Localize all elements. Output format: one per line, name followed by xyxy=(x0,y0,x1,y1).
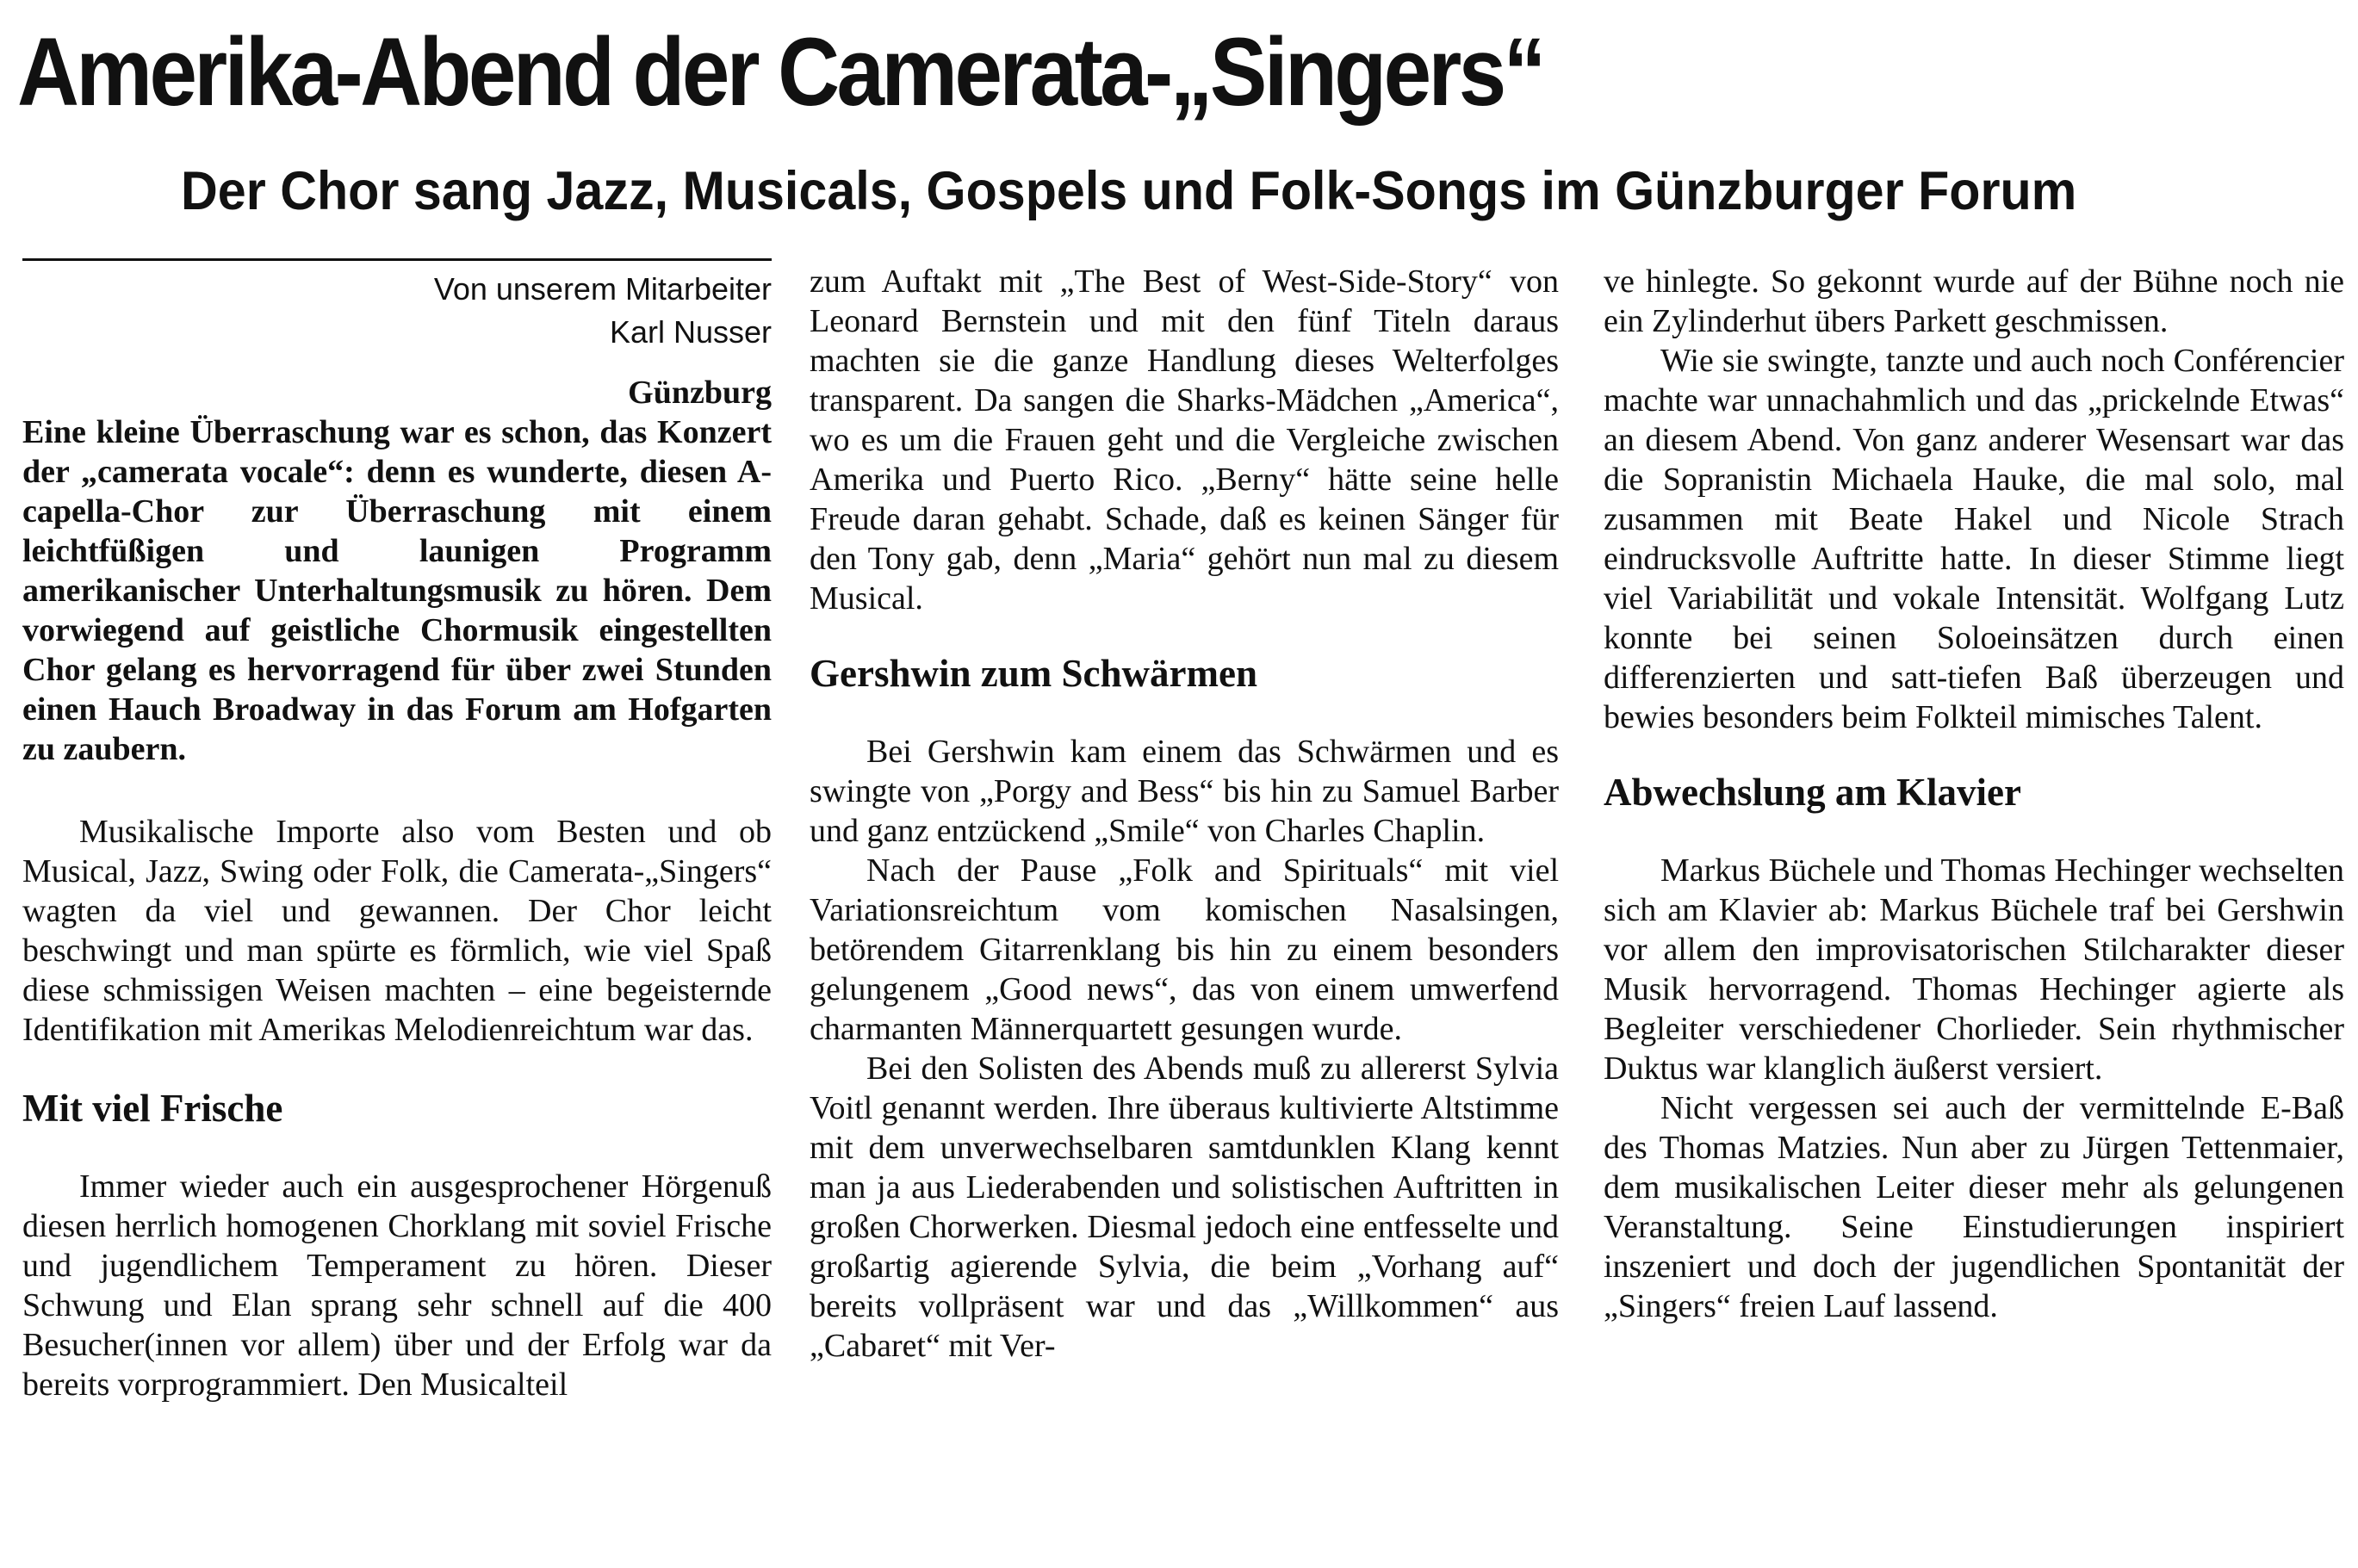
byline xyxy=(22,268,772,354)
col3-paragraph-2: Wie sie swingte, tanzte und auch noch Conférencier machte war unnachahmlich und das „prickelnde Etwas“ an diesem Abend. Von ganz anderer Wesensart war das die Sopranistin Michaela Hauke, die mal solo, mal zusammen mit Beate Hakel und Nicole Strach eindrucksvolle Auftritte hatte. In dieser Stimme liegt viel Variabilität und vokale Intensität. Wolfgang Lutz konnte bei seinen Soloeinsätzen durch einen differenzierten und satt-tiefen Baß überzeugen und bewies besonders beim Folkteil mimisches Talent. xyxy=(1604,343,2344,735)
col2-paragraph-3: Nach der Pause „Folk and Spirituals“ mit viel Variationsreichtum vom komischen Nasalsingen, betörendem Gitarrenklang bis hin zu einem besonders gelungenem „Good news“, das von einem umwerfend charmanten Männerquartett gesungen wurde. xyxy=(810,852,1559,1047)
byline-author: Karl Nusser xyxy=(609,314,772,350)
col3-paragraph-3: Markus Büchele und Thomas Hechinger wechselten sich am Klavier ab: Markus Büchele traf bei Gershwin vor allem den improvisatorischen Stilcharakter dieser Musik hervorragend. Thomas Hechinger agierte als Begleiter verschiedener Chorlieder. Sein rhythmischer Duktus war klanglich äußerst versiert. xyxy=(1604,852,2344,1087)
heading-abwechslung: Abwechslung am Klavier xyxy=(1604,771,2022,814)
headline: Amerika-Abend der Camerata-„Singers“ xyxy=(17,18,1543,126)
col1-paragraph-1: Musikalische Importe also vom Besten und ob Musical, Jazz, Swing oder Folk, die Camerata-„Singers“ wagten da viel und gewannen. Der Chor leicht beschwingt und man spürte es förmlich, wie viel Spaß diese schmissigen Weisen machten – eine begeisternde Identifikation mit Amerikas Melodienreichtum war das. xyxy=(22,814,772,1048)
col3-paragraph-4: Nicht vergessen sei auch der vermittelnde E-Baß des Thomas Matzies. Nun aber zu Jürgen Tettenmaier, dem musikalischen Leiter dieser mehr als gelungenen Veranstaltung. Seine Einstudierungen inspiriert inszeniert und doch der jugendlichen Spontanität der „Singers“ freien Lauf lassend. xyxy=(1604,1090,2344,1324)
col2-paragraph-4: Bei den Solisten des Abends muß zu allererst Sylvia Voitl genannt werden. Ihre überaus kultivierte Altstimme mit dem unverwechselbaren samtdunklen Klang kennt man ja aus Liederabenden und solistischen Auftritten in großen Chorwerken. Diesmal jedoch eine entfesselte und großartig agierende Sylvia, die beim „Vorhang auf“ bereits vollpräsent war und das „Willkommen“ aus „Cabaret“ mit Ver- xyxy=(810,1050,1559,1364)
col2-paragraph-1: zum Auftakt mit „The Best of West-Side-Story“ von Leonard Bernstein und mit den fünf Titeln daraus machten sie die ganze Handlung dieses Welterfolges transparent. Da sangen die Sharks-Mädchen „America“, wo es um die Frauen geht und die Vergleiche zwischen Amerika und Puerto Rico. „Berny“ hätte seine helle Freude daran gehabt. Schade, daß es keinen Sänger für den Tony gab, denn „Maria“ gehört nun mal zu diesem Musical. xyxy=(810,263,1559,617)
subheadline: Der Chor sang Jazz, Musicals, Gospels und Folk-Songs im Günzburger Forum xyxy=(181,161,2077,221)
column-1 xyxy=(22,258,772,1559)
lead-paragraph: Eine kleine Überraschung war es schon, das Konzert der „camerata vocale“: denn es wunderte, diesen A-capella-Chor zur Überraschung mit einem leichtfüßigen und launigen Programm amerikanischer Unterhaltungsmusik zu hören. Dem vorwiegend auf geistliche Chormusik eingestellten Chor gelang es hervorragend für über zwei Stunden einen Hauch Broadway in das Forum am Hofgarten zu zaubern. xyxy=(22,414,772,767)
byline-line-1: Von unserem Mitarbeiter xyxy=(433,271,772,307)
heading-mit-viel-frische: Mit viel Frische xyxy=(22,1087,283,1130)
heading-gershwin: Gershwin zum Schwärmen xyxy=(810,652,1257,695)
column-3 xyxy=(1604,262,2344,1562)
dateline: Günzburg xyxy=(628,375,772,411)
col2-paragraph-2: Bei Gershwin kam einem das Schwärmen und es swingte von „Porgy and Bess“ bis hin zu Samuel Barber und ganz entzückend „Smile“ von Charles Chaplin. xyxy=(810,734,1559,849)
col3-paragraph-1: ve hinlegte. So gekonnt wurde auf der Bühne noch nie ein Zylinderhut übers Parkett geschmissen. xyxy=(1604,263,2344,339)
col1-paragraph-2: Immer wieder auch ein ausgesprochener Hörgenuß diesen herrlich homogenen Chorklang mit soviel Frische und jugendlichem Temperament zu hören. Dieser Schwung und Elan sprang sehr schnell auf die 400 Besucher(innen vor allem) über und der Erfolg war da bereits vorprogrammiert. Den Musicalteil xyxy=(22,1168,772,1403)
byline-rule xyxy=(22,258,772,261)
column-2 xyxy=(810,262,1559,1562)
